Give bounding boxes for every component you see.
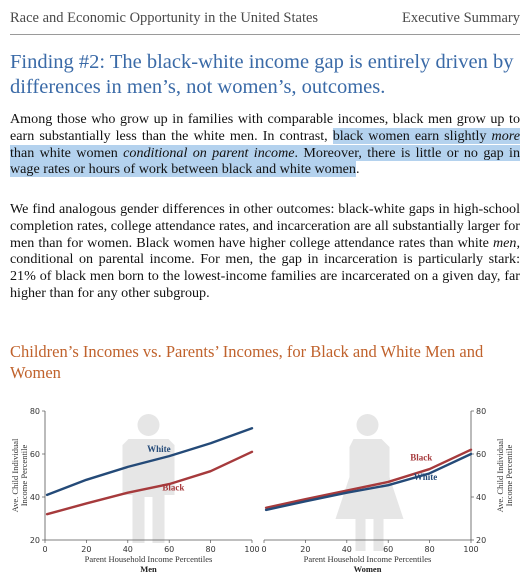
y-tick-label: 60 [29,450,40,459]
x-tick-label: 80 [205,545,216,554]
emphasis-conditional: conditional on parent income [123,144,295,161]
y-axis-title: Ave. Child Individual [10,438,20,513]
highlight-part-c: . Moreover, there is little or no gap in wage rates or hours of work between black and white women [10,144,520,178]
series-label-white: White [147,443,171,454]
chart-title: Children’s Incomes vs. Parents’ Incomes, for Black and White Men and Women [10,342,484,382]
highlight-part-a: black women earn slightly [332,127,492,144]
x-tick-label: 60 [383,545,394,554]
paragraph-2-text-b: , conditional on parental income. For men, the gap in incarceration is particularly stark: 21% of black men born to the lowest-income families are incarcerated on a given day, far higher than for any other subgroup. [10,234,520,301]
x-tick-label: 60 [164,545,175,554]
y-axis-title: Income Percentile [19,444,29,507]
panel-men [10,407,260,574]
paragraph-1-end: . [355,161,360,178]
series-label-black: Black [410,452,433,463]
x-tick-label: 80 [424,545,435,554]
emphasis-men: men [492,234,517,251]
report-title: Race and Economic Opportunity in the United States [10,10,319,26]
y-tick-label: 20 [29,536,40,545]
x-tick-label: 100 [244,545,260,554]
panel-label: Men [140,564,157,574]
paragraph-1 [10,111,520,178]
y-tick-label: 20 [476,536,487,545]
y-axis-title: Ave. Child Individual [495,438,505,513]
emphasis-more: more [491,127,520,144]
panel-women [261,407,514,574]
x-tick-label: 20 [81,545,92,554]
y-axis-title: Income Percentile [504,444,514,507]
y-tick-label: 40 [476,493,487,502]
finding-heading: Finding #2: The black-white income gap is entirely driven by differences in men’s, not women’s, outcomes. [10,51,514,98]
x-tick-label: 100 [463,545,479,554]
series-label-white: White [413,471,438,482]
income-charts-svg [0,395,531,582]
header-divider [10,34,520,35]
paragraph-2 [10,201,520,302]
x-axis-title: Parent Household Income Percentiles [84,554,213,564]
woman-silhouette-head [357,414,379,436]
paragraph-1-text: Among those who grow up in families with comparable incomes, black men grow up to earn substantially less than the white men. In contrast, [10,111,520,144]
x-tick-label: 40 [122,545,133,554]
x-tick-label: 40 [341,545,352,554]
running-header [10,10,520,32]
x-tick-label: 20 [300,545,311,554]
panel-label: Women [353,564,382,574]
x-tick-label: 0 [42,545,48,554]
income-figure [0,395,531,582]
x-tick-label: 0 [261,545,267,554]
y-tick-label: 60 [476,450,487,459]
y-tick-label: 80 [476,407,487,416]
y-tick-label: 80 [29,407,40,416]
man-silhouette-head [138,414,160,436]
section-name: Executive Summary [402,10,520,26]
paragraph-2-text-a: We find analogous gender differences in other outcomes: black-white gaps in high-school completion rates, college attendance rates, and incarceration are all substantially larger for men than for women. Black women have higher college attendance rates than white [10,201,520,251]
highlight-part-b: than white women [10,144,124,161]
series-label-black: Black [162,482,185,493]
woman-silhouette-icon [336,439,404,551]
y-tick-label: 40 [29,493,40,502]
x-axis-title: Parent Household Income Percentiles [303,554,432,564]
